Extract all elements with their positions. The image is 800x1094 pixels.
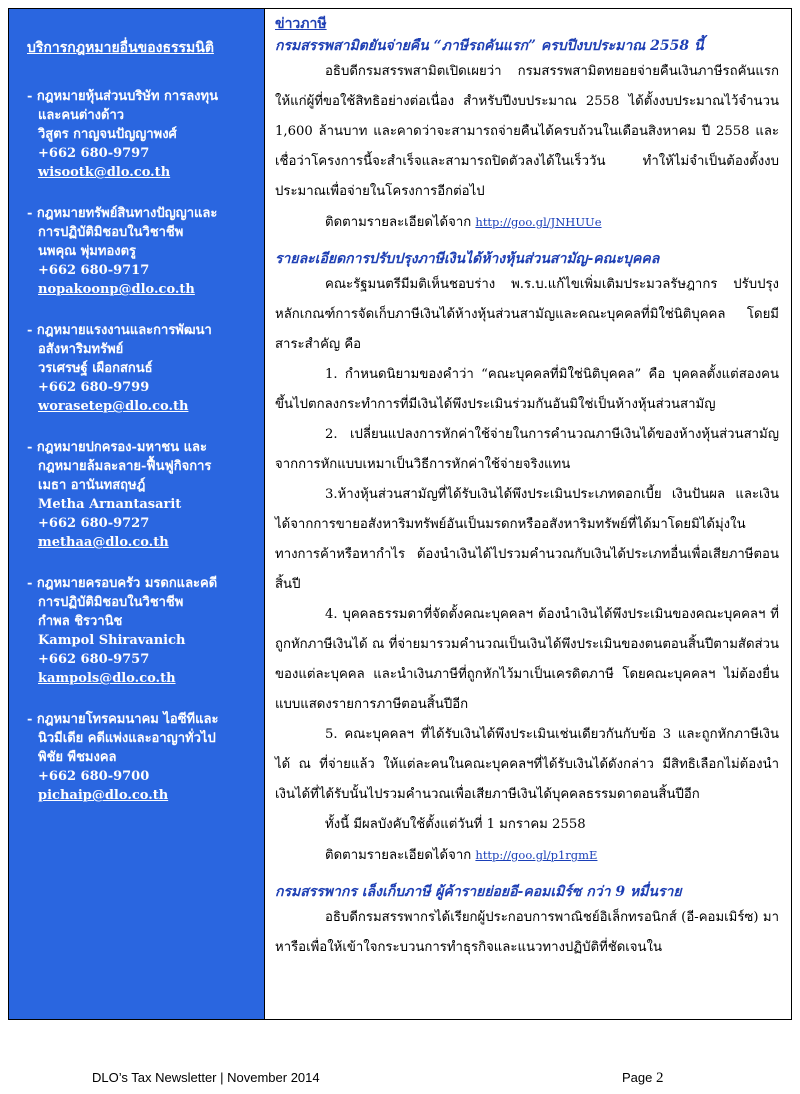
practice-area-line-1: - กฎหมายแรงงานและการพัฒนา <box>27 323 212 338</box>
news-1-title: กรมสรรพสามิตยันจ่ายคืน “ภาษีรถคันแรก” ครบปีงบประมาณ 2558 นี้ <box>275 38 704 54</box>
contact-name-en: Kampol Shiravanich <box>38 633 186 648</box>
news-3-title: กรมสรรพากร เล็งเก็บภาษี ผู้ค้ารายย่อยอี-คอมเมิร์ซ กว่า 9 หมื่นราย <box>275 884 682 900</box>
practice-area-line-2: และคนต่างด้าว <box>38 108 125 123</box>
practice-area-line-2: นิวมีเดีย คดีแพ่งและอาญาทั่วไป <box>38 731 216 746</box>
practice-area-line-2: กฎหมายล้มละลาย-ฟื้นฟูกิจการ <box>38 459 212 474</box>
contact-block <box>27 574 264 688</box>
practice-area-line-1: - กฎหมายโทรคมนาคม ไอซีทีและ <box>27 712 219 727</box>
contact-name-en: Metha Arnantasarit <box>38 497 182 512</box>
page-label: Page <box>622 1070 653 1085</box>
contact-block <box>27 87 264 182</box>
sidebar-title: บริการกฎหมายอื่นของธรรมนิติ <box>27 40 214 56</box>
news-2-item-1: 1. กำหนดนิยามของคำว่า “คณะบุคคลที่มิใช่นิติบุคคล” คือ บุคคลตั้งแต่สองคนขึ้นไปตกลงกระทำการที่มีเงินได้พึงประเมินร่วมกันอันมิใช่เป็นห้างหุ้นส่วนสามัญ <box>275 367 779 412</box>
news-2-intro: คณะรัฐมนตรีมีมติเห็นชอบร่าง พ.ร.บ.แก้ไขเพิ่มเติมประมวลรัษฎากร ปรับปรุงหลักเกณฑ์การจัดเก็บภาษีเงินได้ห้างหุ้นส่วนสามัญและคณะบุคคลที่มิใช่นิติบุคคล โดยมีสาระสำคัญ คือ <box>275 277 779 352</box>
contact-email[interactable]: wisootk@dlo.co.th <box>38 165 171 180</box>
news-2-title: รายละเอียดการปรับปรุงภาษีเงินได้ห้างหุ้นส่วนสามัญ-คณะบุคคล <box>275 251 660 267</box>
follow-label: ติดตามรายละเอียดได้จาก <box>325 848 472 863</box>
news-1-link[interactable]: http://goo.gl/JNHUUe <box>475 215 602 229</box>
news-column <box>265 9 791 1019</box>
news-2-item-4: 4. บุคคลธรรมดาที่จัดตั้งคณะบุคคลฯ ต้องนำเงินได้พึงประเมินของคณะบุคคลฯ ที่ถูกหักภาษีเงินได้ ณ ที่จ่ายมารวมคำนวณเป็นเงินได้พึงประเมินของตนตอนสิ้นปีตามสัดส่วนของแต่ละบุคคล และนำเงินภาษีที่ถูกหักไว้มาเป็นเครดิตภาษี โดยคณะบุคคลฯ ไม่ต้องยื่นแบบแสดงรายการภาษีตอนสิ้นปีอีก <box>275 607 779 712</box>
page-frame <box>8 8 792 1020</box>
contact-name: พิชัย พืชมงคล <box>38 750 117 765</box>
contact-email[interactable]: methaa@dlo.co.th <box>38 535 169 550</box>
contact-email[interactable]: pichaip@dlo.co.th <box>38 788 169 803</box>
practice-area-line-2: การปฏิบัติมิชอบในวิชาชีพ <box>38 225 184 240</box>
contact-email[interactable]: worasetep@dlo.co.th <box>38 399 189 414</box>
contact-phone: +662 680-9797 <box>38 146 150 161</box>
page-indicator <box>622 1070 664 1087</box>
follow-label: ติดตามรายละเอียดได้จาก <box>325 215 472 230</box>
contact-name: วรเศรษฐ์ เผือกสกนธ์ <box>38 361 153 376</box>
news-1-body: อธิบดีกรมสรรพสามิตเปิดเผยว่า กรมสรรพสามิตทยอยจ่ายคืนเงินภาษีรถคันแรกให้แก่ผู้ที่ขอใช้สิทธิอย่างต่อเนื่อง สำหรับปีงบประมาณ 2558 ได้ตั้งงบประมาณไว้จำนวน 1,600 ล้านบาท และคาดว่าจะสามารถจ่ายคืนได้ครบถ้วนในเดือนสิงหาคม ปี 2558 และเชื่อว่าโครงการนี้จะสำเร็จและสามารถปิดตัวลงได้ในเร็ววัน ทำให้ไม่จำเป็นต้องตั้งงบประมาณเพื่อจ่ายในโครงการอีกต่อไป <box>275 64 779 199</box>
practice-area-line-1: - กฎหมายครอบครัว มรดกและคดี <box>27 576 218 591</box>
news-2-effective: ทั้งนี้ มีผลบังคับใช้ตั้งแต่วันที่ 1 มกราคม 2558 <box>325 817 586 832</box>
contact-phone: +662 680-9799 <box>38 380 150 395</box>
contact-list <box>27 87 264 805</box>
practice-area-line-1: - กฎหมายปกครอง-มหาชน และ <box>27 440 207 455</box>
contact-block <box>27 710 264 805</box>
practice-area-line-1: - กฎหมายหุ้นส่วนบริษัท การลงทุน <box>27 89 218 104</box>
news-2-link[interactable]: http://goo.gl/p1rgmE <box>475 848 598 862</box>
newsletter-label: DLO’s Tax Newsletter | November 2014 <box>92 1070 320 1085</box>
sidebar-contacts <box>9 9 265 1019</box>
news-2-item-2: 2. เปลี่ยนแปลงการหักค่าใช้จ่ายในการคำนวณภาษีเงินได้ของห้างหุ้นส่วนสามัญ จากการหักแบบเหมาเป็นวิธีการหักค่าใช้จ่ายจริงแทน <box>275 427 779 472</box>
practice-area-line-2: การปฏิบัติมิชอบในวิชาชีพ <box>38 595 184 610</box>
contact-block <box>27 204 264 299</box>
news-2-item-3: 3.ห้างหุ้นส่วนสามัญที่ได้รับเงินได้พึงประเมินประเภทดอกเบี้ย เงินปันผล และเงินได้จากการขายอสังหาริมทรัพย์อันเป็นมรดกหรืออสังหาริมทรัพย์ที่ได้มาโดยมิได้มุ่งในทางการค้าหรือหากำไร ต้องนำเงินได้ไปรวมคำนวณกับเงินได้ประเภทอื่นเพื่อเสียภาษีตอนสิ้นปี <box>275 487 779 592</box>
contact-phone: +662 680-9727 <box>38 516 150 531</box>
contact-name: เมธา อานันทสฤษฎ์ <box>38 478 146 493</box>
contact-name: กำพล ชิรวานิช <box>38 614 123 629</box>
practice-area-line-1: - กฎหมายทรัพย์สินทางปัญญาและ <box>27 206 218 221</box>
page-number: 2 <box>656 1070 664 1086</box>
news-1-follow <box>275 207 779 238</box>
news-2-follow <box>275 840 779 871</box>
contact-phone: +662 680-9717 <box>38 263 150 278</box>
contact-block <box>27 438 264 552</box>
contact-email[interactable]: nopakoonp@dlo.co.th <box>38 282 195 297</box>
contact-name: วิสูตร กาญจนปัญญาพงศ์ <box>38 127 177 142</box>
contact-phone: +662 680-9700 <box>38 769 150 784</box>
contact-phone: +662 680-9757 <box>38 652 150 667</box>
news-3-body: อธิบดีกรมสรรพากรได้เรียกผู้ประกอบการพาณิชย์อิเล็กทรอนิกส์ (อี-คอมเมิร์ซ) มาหารือเพื่อให้เข้าใจกระบวนการทำธุรกิจและแนวทางปฏิบัติที่ชัดเจนใน <box>275 910 779 955</box>
news-2-item-5: 5. คณะบุคคลฯ ที่ได้รับเงินได้พึงประเมินเช่นเดียวกันกับข้อ 3 และถูกหักภาษีเงินได้ ณ ที่จ่ายแล้ว ให้แต่ละคนในคณะบุคคลฯที่ได้รับเงินได้ดังกล่าว มีสิทธิเลือกไม่ต้องนำเงินได้ที่ได้รับนั้นไปรวมคำนวณเพื่อเสียภาษีเงินได้บุคคลธรรมดาตอนสิ้นปีอีก <box>275 727 779 802</box>
section-title: ข่าวภาษี <box>275 16 327 32</box>
contact-email[interactable]: kampols@dlo.co.th <box>38 671 176 686</box>
contact-name: นพคุณ พุ่มทองตรู <box>38 244 137 259</box>
contact-block <box>27 321 264 416</box>
practice-area-line-2: อสังหาริมทรัพย์ <box>38 342 124 357</box>
